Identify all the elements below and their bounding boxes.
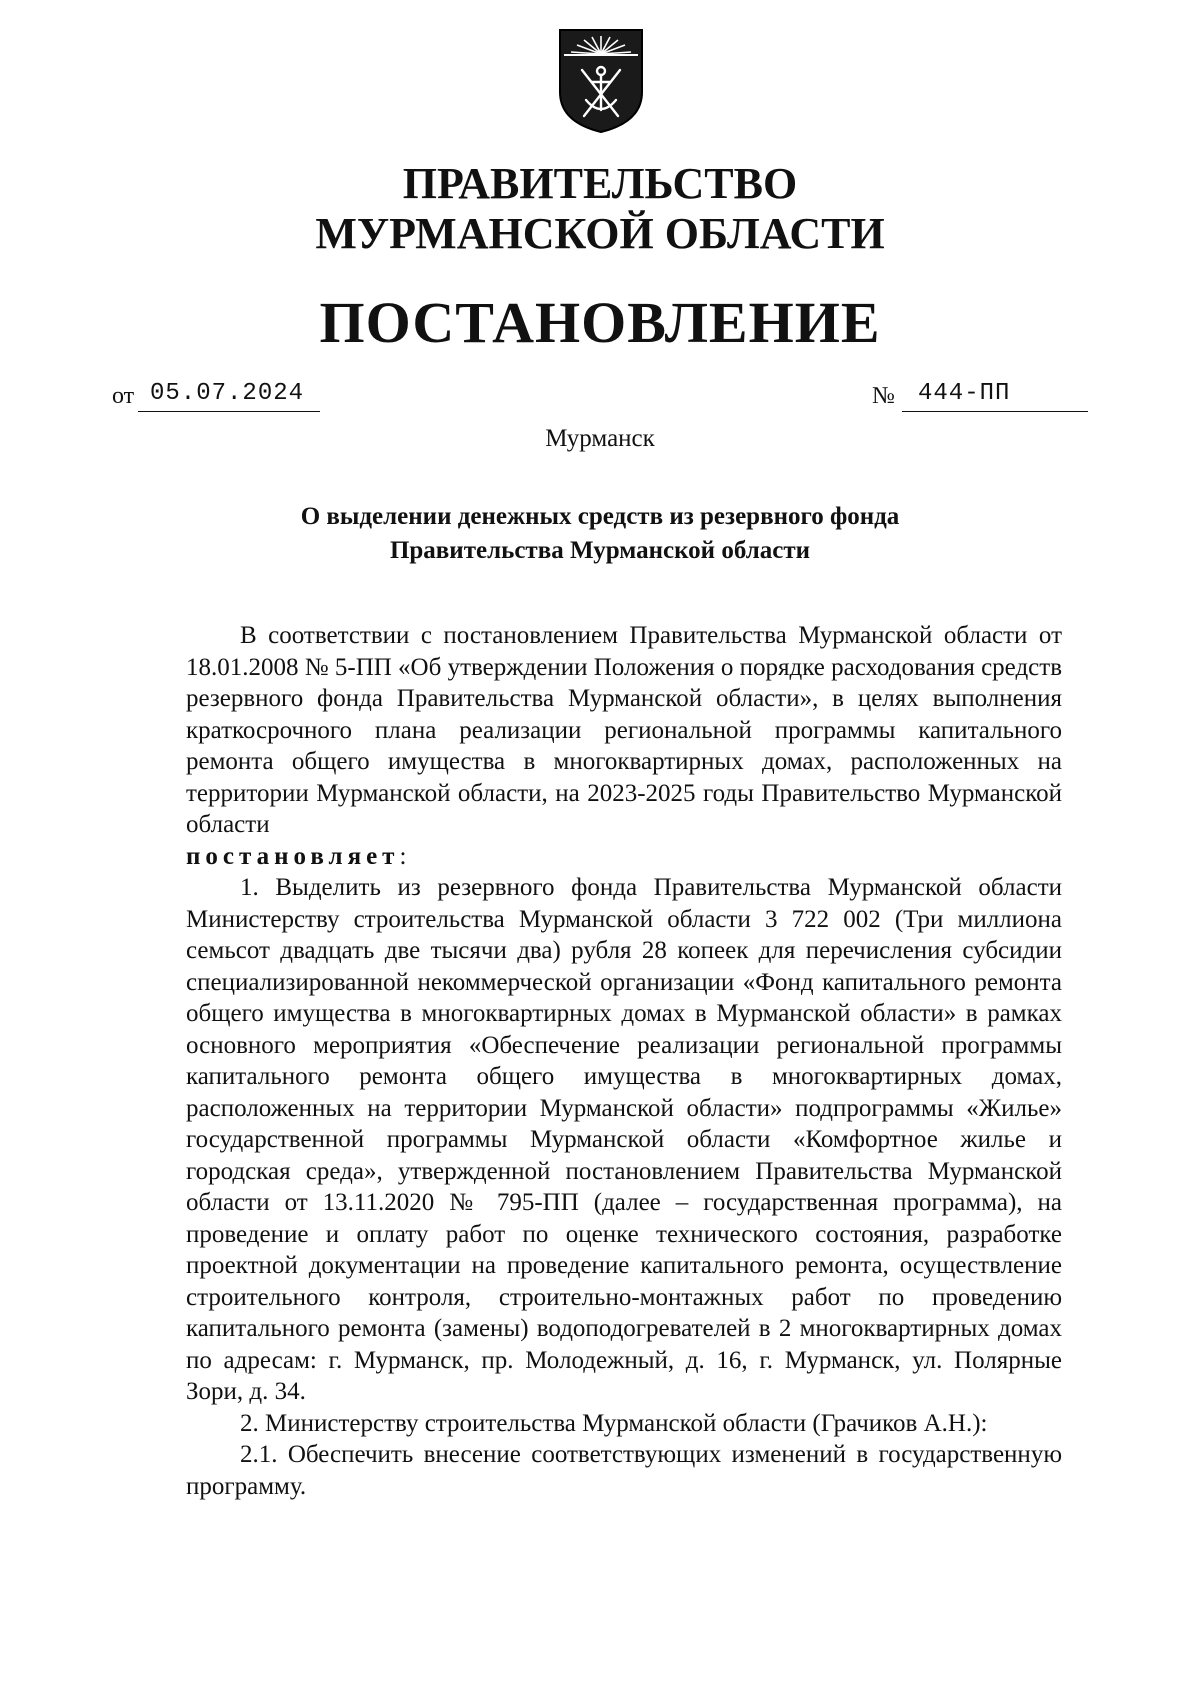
city-name: Мурманск xyxy=(545,425,655,452)
intro-text: В соответствии с постановлением Правительства Мурманской области от 18.01.2008 № 5-ПП «Об утверждении Положения о порядке расходования средств резервного фонда Правительства Мурманской области», в целях выполнения краткосрочного плана реализации региональной программы капитального ремонта общего имущества в многоквартирных домах, расположенных на территории Мурманской области, на 2023-2025 годы Правительство Мурманской области xyxy=(186,622,1062,838)
government-name-line2: МУРМАНСКОЙ ОБЛАСТИ xyxy=(315,209,885,258)
decree-paragraph xyxy=(186,841,1062,873)
coat-of-arms-icon xyxy=(556,26,646,134)
document-date: 05.07.2024 xyxy=(150,380,305,407)
document-type-title: ПОСТАНОВЛЕНИЕ xyxy=(319,290,881,355)
document-subject xyxy=(0,500,1200,568)
document-number: 444-ПП xyxy=(918,380,1011,407)
document-body xyxy=(186,620,1062,1502)
decree-colon: : xyxy=(399,842,407,870)
subject-line1: О выделении денежных средств из резервного фонда xyxy=(300,503,900,530)
government-name-line1: ПРАВИТЕЛЬСТВО xyxy=(402,159,798,208)
item-2-1: 2.1. Обеспечить внесение соответствующих изменений в государственную программу. xyxy=(186,1441,1062,1500)
date-prefix-label: от xyxy=(112,383,135,409)
number-underline xyxy=(902,411,1088,412)
item-2: 2. Министерству строительства Мурманской области (Грачиков А.Н.): xyxy=(240,1409,988,1437)
intro-paragraph xyxy=(186,620,1062,841)
item-1: 1. Выделить из резервного фонда Правительства Мурманской области Министерству строительства Мурманской области 3 722 002 (Три миллиона семьсот двадцать две тысячи два) рубля 28 копеек для перечисления субсидии специализированной некоммерческой организации «Фонд капитального ремонта общего имущества в многоквартирных домах в Мурманской области» в рамках основного мероприятия «Обеспечение реализации региональной программы капитального ремонта общего имущества в многоквартирных домах, расположенных на территории Мурманской области» подпрограммы «Жилье» государственной программы Мурманской области «Комфортное жилье и городская среда», утвержденной постановлением Правительства Мурманской области от 13.11.2020 № 795-ПП (далее – государственная программа), на проведение и оплату работ по оценке технического состояния, разработке проектной документации на проведение капитального ремонта, осуществление строительного контроля, строительно-монтажных работ по проведению капитального ремонта (замены) водоподогревателей в 2 многоквартирных домах по адресам: г. Мурманск, пр. Молодежный, д. 16, г. Мурманск, ул. Полярные Зори, д. 34. xyxy=(186,874,1062,1405)
number-field xyxy=(0,372,1200,412)
number-prefix-label: № xyxy=(872,383,895,409)
subject-line2: Правительства Мурманской области xyxy=(389,537,811,564)
decree-word: постановляет xyxy=(186,842,400,870)
